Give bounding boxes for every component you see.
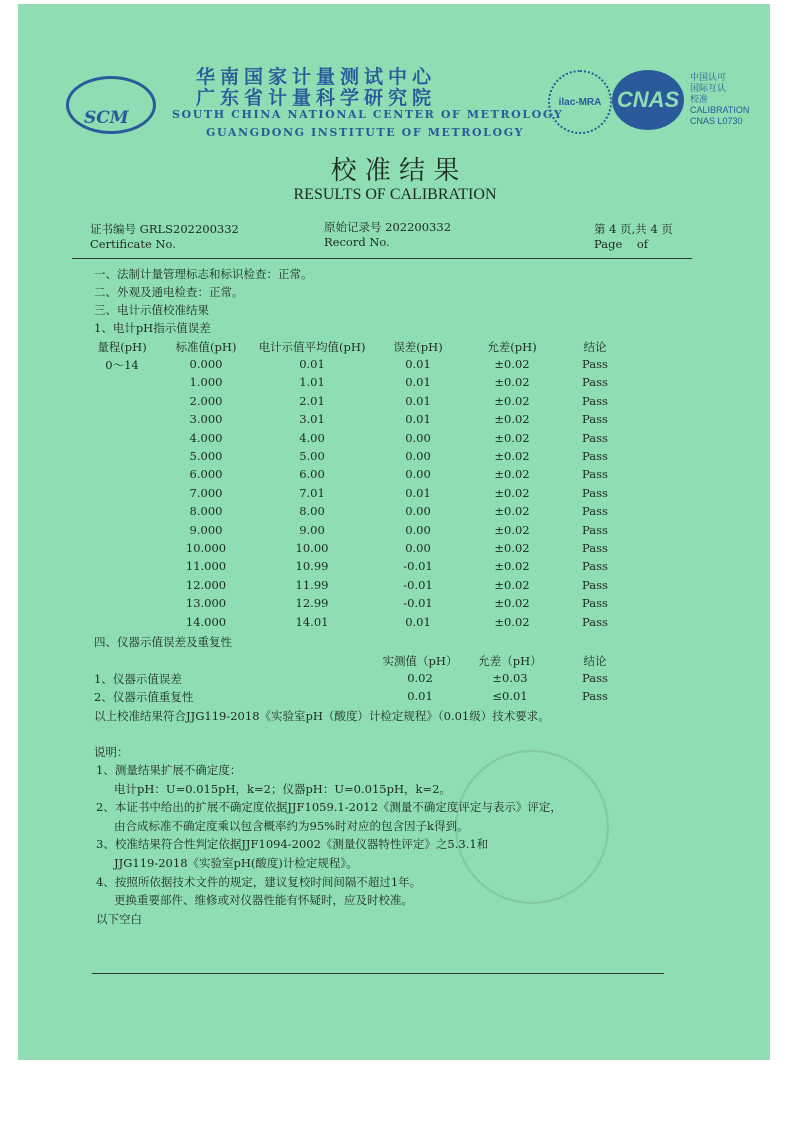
table-cell: Pass [582, 577, 608, 592]
table-cell: 5.000 [189, 449, 223, 463]
table-cell: Pass [582, 393, 608, 408]
note-line: JJG119-2018《实验室pH(酸度)计检定规程》。 [114, 856, 358, 870]
scm-logo-text: SCM [84, 108, 129, 128]
table-cell: 8.000 [189, 504, 223, 519]
table-cell: 0.00 [405, 541, 431, 555]
table-cell: 0.01 [405, 485, 431, 500]
page-number-label-en: Page of [594, 237, 649, 251]
table-cell: 11.000 [185, 559, 227, 574]
table-header-cell: 实测值（pH） [382, 654, 458, 668]
table-cell: 0.01 [299, 357, 325, 371]
cnas-logo: CNAS [612, 70, 684, 130]
table-cell: -0.01 [403, 596, 433, 611]
section-2: 二、外观及通电检查：正常。 [94, 285, 244, 299]
title-cn: 校 准 结 果 [330, 156, 460, 186]
table-cell: Pass [582, 375, 608, 390]
certificate-no-label-en: Certificate No. [90, 237, 176, 251]
page-number: 第 4 页,共 4 页 [594, 222, 673, 236]
title-en: RESULTS OF CALIBRATION [293, 186, 497, 203]
table-cell: ±0.03 [492, 671, 528, 685]
table-cell: 0.01 [407, 689, 433, 703]
table-cell: 0.01 [405, 412, 431, 427]
table-cell: 12.99 [295, 596, 329, 611]
table-cell: 0.01 [405, 393, 431, 408]
table-header-cell: 结论 [583, 654, 607, 668]
table-cell: 9.00 [299, 522, 325, 537]
table-cell: ≤0.01 [492, 689, 528, 703]
table-cell: 10.99 [295, 559, 329, 574]
conformity-statement: 以上校准结果符合JJG119-2018《实验室pH（酸度）计检定规程》（0.01级）技术要求。 [94, 709, 550, 723]
table-cell: 6.000 [189, 467, 223, 482]
table-header-cell: 量程(pH) [97, 340, 147, 354]
note-line: 更换重要部件、维修或对仪器性能有怀疑时，应及时校准。 [114, 893, 413, 908]
table-cell: ±0.02 [494, 614, 530, 629]
table-cell: 0.00 [405, 504, 431, 519]
table-cell: 14.01 [295, 614, 329, 629]
footer-divider [92, 973, 664, 974]
table-cell: 9.000 [189, 522, 223, 537]
table-cell: ±0.02 [494, 541, 530, 555]
table-cell: 4.00 [299, 430, 325, 445]
note-line: 3、校准结果符合性判定依据JJF1094-2002《测量仪器特性评定》之5.3.1和 [96, 837, 489, 852]
table-cell: 12.000 [185, 577, 227, 592]
note-line: 由合成标准不确定度乘以包含概率约为95%时对应的包含因子k得到。 [114, 818, 469, 833]
table-cell: ±0.02 [494, 522, 530, 537]
table-cell: 11.99 [295, 577, 329, 592]
table-cell: 6.00 [299, 467, 325, 482]
table-cell: Pass [582, 541, 608, 555]
table-cell: Pass [582, 504, 608, 519]
table-cell: 7.000 [189, 485, 223, 500]
ilac-mra-logo: ilac-MRA [548, 70, 612, 134]
table-cell: 13.000 [185, 596, 227, 611]
certificate-no: 证书编号 GRLS202200332 [90, 222, 239, 236]
table-cell: 1.01 [299, 375, 325, 390]
note-line: 2、本证书中给出的扩展不确定度依据JJF1059.1-2012《测量不确定度评定与表示》评定， [96, 800, 562, 815]
table-cell: Pass [582, 485, 608, 500]
table-cell: 0.01 [405, 357, 431, 371]
table-cell: Pass [582, 522, 608, 537]
table-header-cell: 误差(pH) [393, 340, 443, 354]
embossed-seal [455, 750, 609, 904]
table-row-label: 1、仪器示值误差 [94, 672, 182, 686]
table-cell: Pass [582, 430, 608, 445]
table-cell: 0.00 [405, 467, 431, 482]
table-cell: ±0.02 [494, 485, 530, 500]
table-header-cell: 标准值(pH) [175, 340, 237, 354]
org-name-en-2: GUANGDONG INSTITUTE OF METROLOGY [206, 126, 525, 139]
org-name-cn-1: 华南国家计量测试中心 [196, 66, 437, 88]
table-cell: ±0.02 [494, 504, 530, 519]
table-cell: Pass [582, 596, 608, 611]
table-cell: Pass [582, 689, 608, 703]
table-cell: ±0.02 [494, 375, 530, 390]
table-cell: Pass [582, 449, 608, 463]
table-cell: ±0.02 [494, 559, 530, 574]
section-3-1: 1、电计pH指示值误差 [94, 321, 211, 335]
table-cell: ±0.02 [494, 577, 530, 592]
table-cell: Pass [582, 467, 608, 482]
table-cell: 0.02 [407, 671, 433, 685]
table-cell: 0.00 [405, 522, 431, 537]
table-cell: Pass [582, 357, 608, 371]
note-line: 4、按照所依据技术文件的规定，建议复校时间间隔不超过1年。 [96, 874, 422, 889]
table-cell: 10.00 [295, 541, 329, 555]
table-cell: ±0.02 [494, 467, 530, 482]
table-cell: 0～14 [105, 358, 139, 372]
table-cell: 14.000 [185, 614, 227, 629]
notes-title: 说明： [94, 745, 129, 759]
table-cell: 0.00 [405, 430, 431, 445]
table-cell: 2.000 [189, 393, 223, 408]
table-cell: 0.00 [405, 449, 431, 463]
table-cell: 0.000 [189, 357, 223, 371]
table-header-cell: 结论 [583, 340, 607, 354]
table-header-cell: 允差（pH） [478, 654, 542, 668]
table-header-cell: 电计示值平均值(pH) [258, 340, 366, 354]
table-cell: 5.00 [299, 449, 325, 463]
section-1: 一、法制计量管理标志和标识检查：正常。 [94, 267, 313, 281]
table-cell: ±0.02 [494, 357, 530, 371]
table-cell: -0.01 [403, 577, 433, 592]
table-cell: 1.000 [189, 375, 223, 390]
table-header-cell: 允差(pH) [487, 340, 537, 354]
table-cell: 0.01 [405, 614, 431, 629]
table-cell: Pass [582, 614, 608, 629]
table-cell: Pass [582, 671, 608, 685]
section-3: 三、电计示值校准结果 [94, 303, 209, 317]
table-cell: 10.000 [185, 541, 227, 555]
table-cell: 3.01 [299, 412, 325, 427]
section-4: 四、仪器示值误差及重复性 [94, 635, 232, 649]
blank-below: 以下空白 [96, 912, 142, 926]
table-cell: 3.000 [189, 412, 223, 427]
table-row-label: 2、仪器示值重复性 [94, 690, 194, 704]
table-cell: 0.01 [405, 375, 431, 390]
table-cell: 7.01 [299, 485, 325, 500]
table-cell: Pass [582, 412, 608, 427]
table-cell: ±0.02 [494, 596, 530, 611]
table-cell: ±0.02 [494, 412, 530, 427]
table-cell: 8.00 [299, 504, 325, 519]
note-line: 1、测量结果扩展不确定度： [96, 763, 242, 777]
table-cell: 4.000 [189, 430, 223, 445]
org-name-cn-2: 广东省计量科学研究院 [196, 87, 437, 109]
record-no: 原始记录号 202200332 [324, 220, 452, 234]
table-cell: ±0.02 [494, 430, 530, 445]
cnas-caption: 中国认可 国际互认 校准 CALIBRATION CNAS L0730 [690, 72, 750, 126]
note-line: 电计pH：U=0.015pH，k=2；仪器pH：U=0.015pH，k=2。 [114, 781, 451, 796]
record-no-label-en: Record No. [324, 235, 390, 249]
header-divider [72, 258, 692, 259]
table-cell: -0.01 [403, 559, 433, 574]
table-cell: ±0.02 [494, 393, 530, 408]
table-cell: 2.01 [299, 393, 325, 408]
table-cell: ±0.02 [494, 449, 530, 463]
org-name-en-1: SOUTH CHINA NATIONAL CENTER OF METROLOGY [172, 108, 564, 121]
table-cell: Pass [582, 559, 608, 574]
